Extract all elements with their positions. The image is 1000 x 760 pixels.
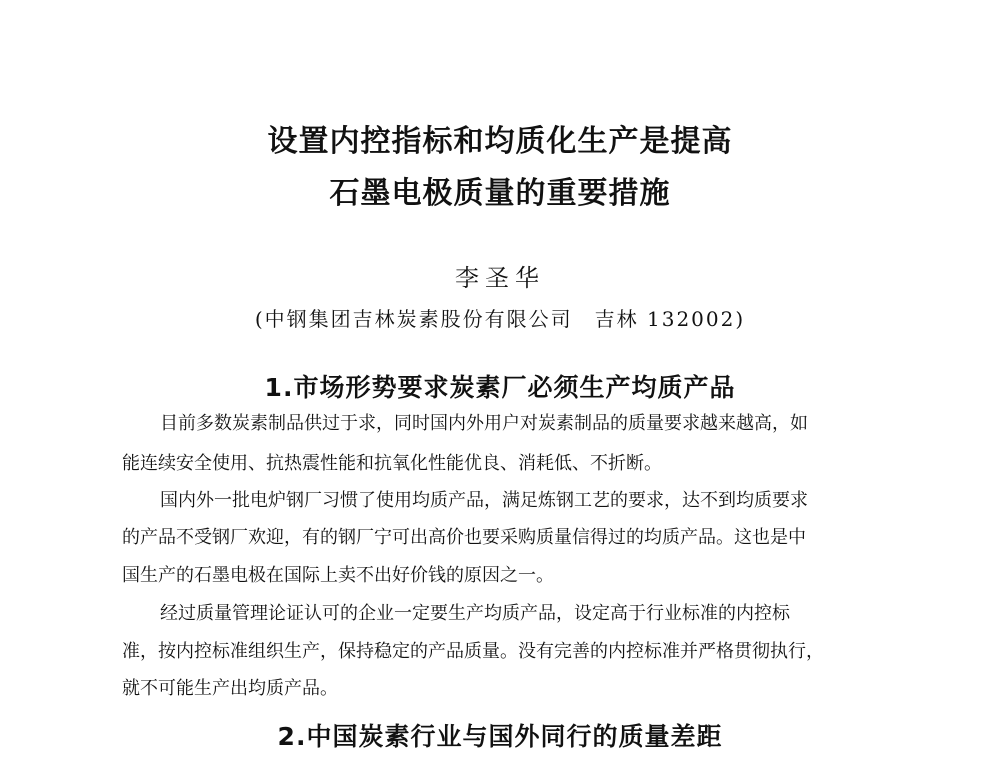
paragraph-line: 目前多数炭素制品供过于求，同时国内外用户对炭素制品的质量要求越来越高，如 <box>160 413 808 434</box>
paragraph-line: 国生产的石墨电极在国际上卖不出好价钱的原因之一。 <box>122 565 554 586</box>
author-name: 李圣华 <box>455 264 545 292</box>
paper-title-line-2: 石墨电极质量的重要措施 <box>329 176 671 211</box>
paragraph-line: 经过质量管理论证认可的企业一定要生产均质产品，设定高于行业标准的内控标 <box>160 603 790 624</box>
author-affiliation: (中钢集团吉林炭素股份有限公司 吉林 132002) <box>254 307 746 331</box>
paragraph-line: 能连续安全使用、抗热震性能和抗氧化性能优良、消耗低、不折断。 <box>122 453 662 474</box>
paragraph-line: 就不可能生产出均质产品。 <box>122 678 338 699</box>
section-heading-2: 2.中国炭素行业与国外同行的质量差距 <box>277 722 723 751</box>
paragraph-line: 准，按内控标准组织生产，保持稳定的产品质量。没有完善的内控标准并严格贯彻执行， <box>122 641 824 662</box>
paper-title-line-1: 设置内控指标和均质化生产是提高 <box>267 124 733 159</box>
paragraph-line: 的产品不受钢厂欢迎，有的钢厂宁可出高价也要采购质量信得过的均质产品。这也是中 <box>122 527 806 548</box>
section-heading-1: 1.市场形势要求炭素厂必须生产均质产品 <box>264 373 736 402</box>
paragraph-line: 国内外一批电炉钢厂习惯了使用均质产品，满足炼钢工艺的要求，达不到均质要求 <box>160 490 808 511</box>
